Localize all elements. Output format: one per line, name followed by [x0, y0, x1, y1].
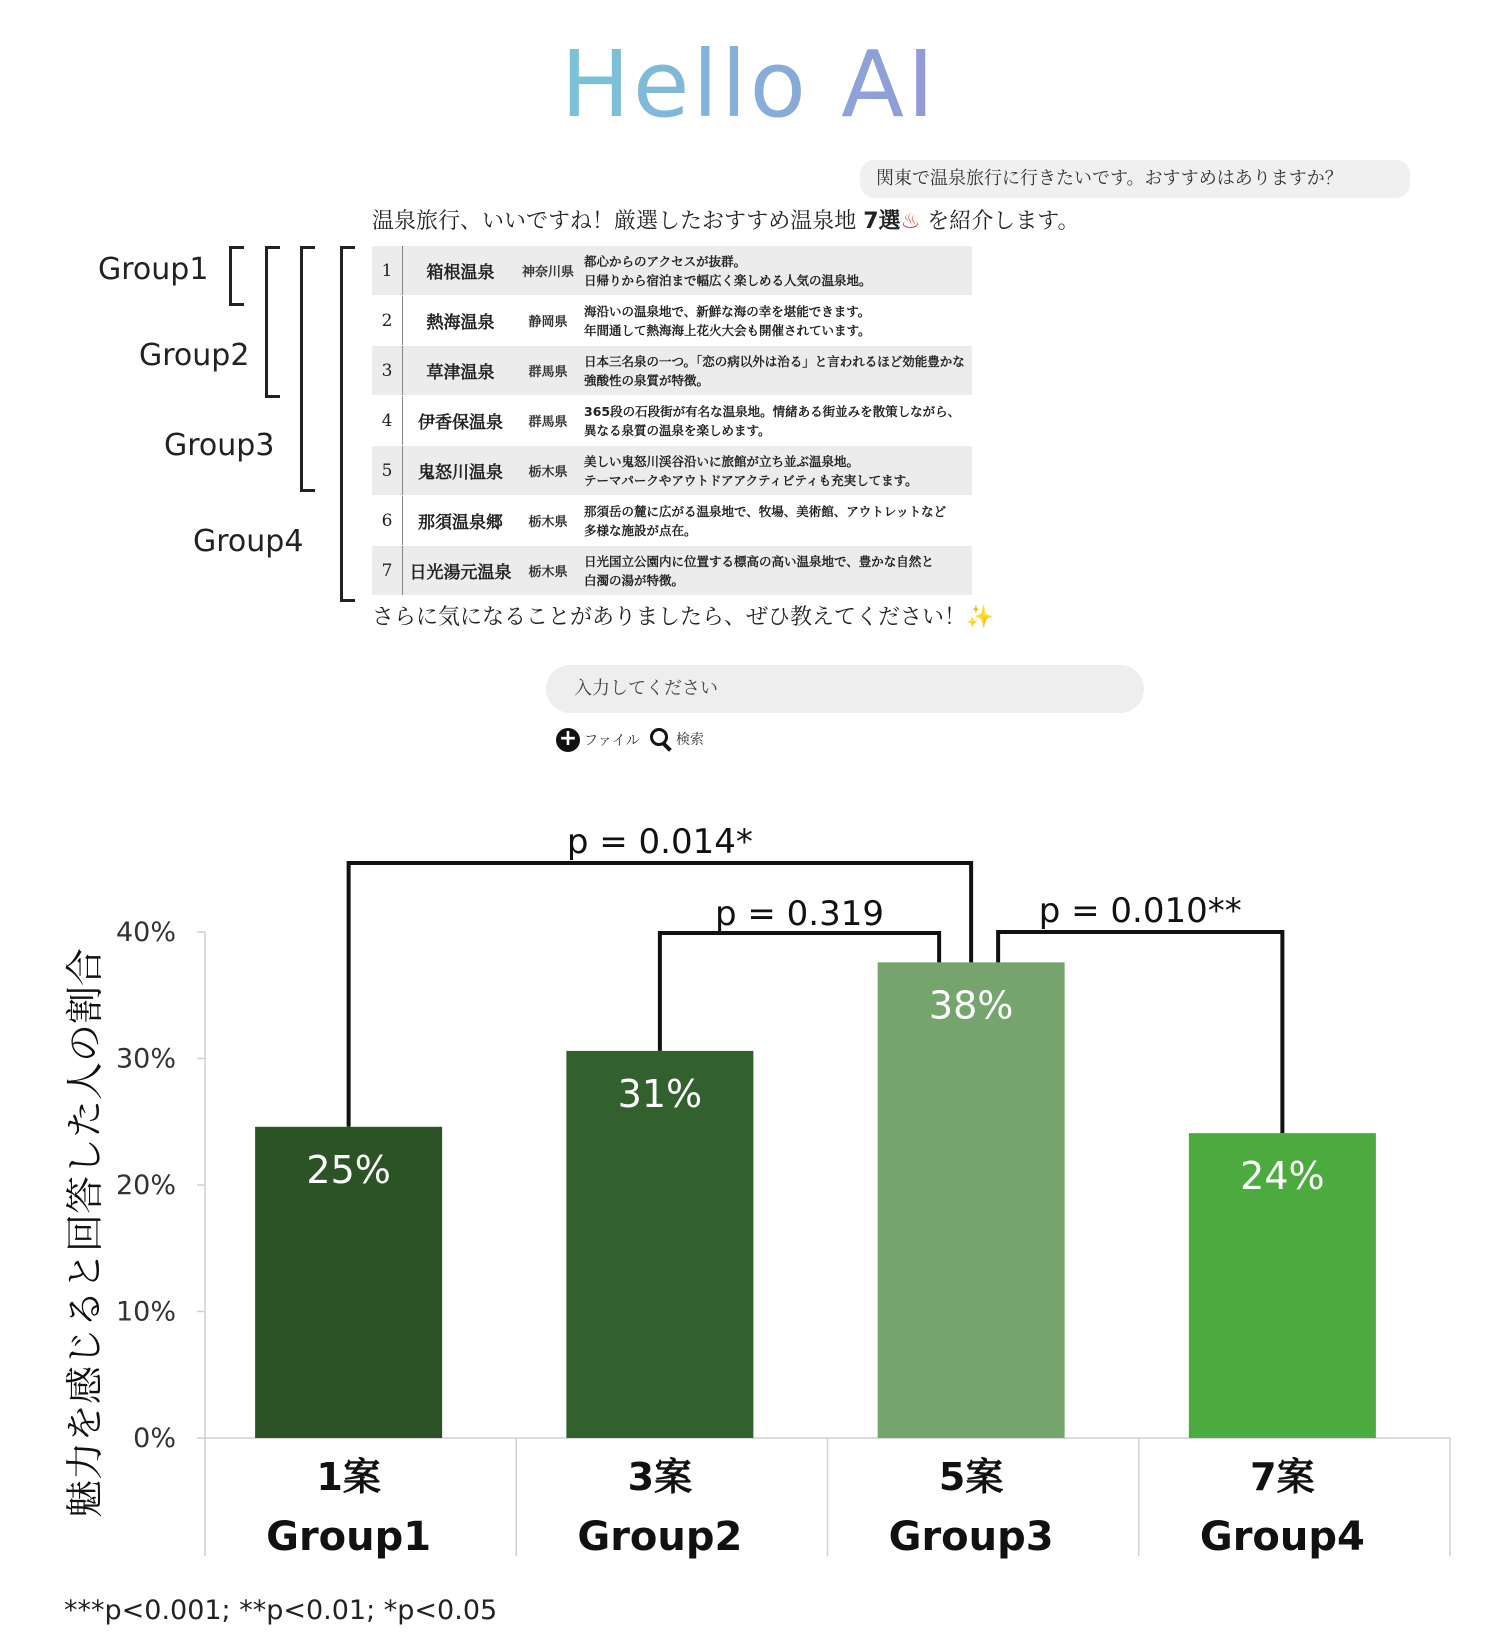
sparkle-icon: ✨: [966, 605, 994, 630]
table-row: [372, 446, 972, 496]
description-line: 海沿いの温泉地で、新鮮な海の幸を堪能できます。: [584, 303, 871, 319]
onsen-description: [578, 352, 972, 390]
group-label: Group1: [266, 1514, 432, 1560]
group-label: Group3: [888, 1514, 1054, 1560]
intro-after: を紹介します。: [920, 209, 1080, 234]
category-label: 3案: [627, 1455, 693, 1499]
y-axis-label: 魅力を感じると回答した人の割合: [63, 947, 107, 1519]
onsen-name: 箱根温泉: [426, 263, 495, 283]
significance-label: p = 0.010**: [1038, 891, 1242, 931]
onsen-name: 草津温泉: [426, 363, 495, 383]
onsen-description: [578, 502, 972, 540]
onsen-description: [578, 452, 972, 490]
significance-label: p = 0.319: [714, 894, 885, 934]
y-tick-label: 10%: [115, 1296, 176, 1328]
chat-input[interactable]: 入力してください: [546, 665, 1144, 713]
group4-label: Group4: [193, 524, 304, 559]
search-button[interactable]: [650, 728, 704, 750]
description-line: 白濁の湯が特徴。: [584, 572, 685, 588]
onsen-name: 那須温泉郷: [418, 513, 503, 533]
onsen-name: 鬼怒川温泉: [418, 463, 503, 483]
ai-outro-text: [372, 600, 993, 631]
file-button[interactable]: [556, 728, 640, 752]
row-number: 7: [372, 546, 403, 595]
description-line: 日光国立公園内に位置する標高の高い温泉地で、豊かな自然と: [584, 553, 934, 569]
prefecture: 群馬県: [528, 415, 568, 430]
onsen-table: [372, 246, 972, 596]
user-message-bubble: 関東で温泉旅行に行きたいです。おすすめはありますか？: [860, 160, 1410, 198]
plus-icon: +: [556, 728, 580, 752]
description-line: 那須岳の麓に広がる温泉地で、牧場、美術館、アウトレットなど: [584, 503, 947, 519]
group2-label: Group2: [139, 338, 250, 373]
row-number: 2: [372, 296, 403, 345]
outro-text: さらに気になることがありましたら、ぜひ教えてください！: [372, 605, 967, 630]
y-tick-label: 20%: [115, 1170, 176, 1201]
table-row: [372, 546, 972, 596]
table-row: [372, 396, 972, 446]
bar-value-label: 25%: [306, 1147, 391, 1192]
group-label: Group2: [577, 1514, 743, 1560]
prefecture: 静岡県: [528, 315, 568, 330]
row-number: 3: [372, 346, 403, 395]
description-line: 都心からのアクセスが抜群。: [584, 253, 747, 269]
intro-before: 温泉旅行、いいですね！厳選したおすすめ温泉地: [372, 209, 864, 234]
group-label: Group4: [1199, 1514, 1365, 1560]
group3-bracket: [300, 246, 315, 492]
prefecture: 栃木県: [528, 515, 568, 530]
description-line: テーマパークやアウトドアアクティビティも充実してます。: [584, 472, 918, 488]
category-label: 1案: [316, 1455, 381, 1499]
description-line: 年間通して熱海海上花火大会も開催されています。: [584, 322, 871, 338]
intro-bold: 7選: [863, 209, 901, 234]
onsen-name: 伊香保温泉: [418, 413, 503, 433]
onsen-name: 日光湯元温泉: [409, 563, 512, 583]
table-row: [372, 496, 972, 546]
row-number: 5: [372, 446, 403, 495]
y-tick-label: 40%: [115, 917, 176, 948]
table-row: [372, 346, 972, 396]
description-line: 美しい鬼怒川渓谷沿いに旅館が立ち並ぶ温泉地。: [584, 453, 860, 469]
y-tick-label: 0%: [133, 1423, 176, 1454]
category-label: 7案: [1250, 1455, 1315, 1499]
significance-label: p = 0.014*: [566, 822, 753, 862]
prefecture: 栃木県: [528, 565, 568, 580]
onsen-description: [578, 552, 972, 590]
row-number: 1: [372, 246, 403, 295]
search-icon: [650, 728, 672, 750]
file-label: ファイル: [584, 733, 640, 749]
description-line: 日帰りから宿泊まで幅広く楽しめる人気の温泉地。: [584, 272, 872, 288]
hot-spring-icon: ♨: [900, 209, 921, 234]
category-label: 5案: [938, 1455, 1004, 1499]
onsen-description: [578, 302, 972, 340]
group2-bracket: [265, 246, 280, 398]
search-label: 検索: [676, 732, 704, 748]
bar-chart: [0, 800, 1498, 1590]
description-line: 異なる泉質の温泉を楽しめます。: [584, 422, 771, 438]
description-line: 365段の石段街が有名な温泉地。情緒ある街並みを散策しながら、: [584, 403, 961, 419]
onsen-name: 熱海温泉: [426, 313, 495, 333]
bar: [878, 962, 1065, 1438]
y-tick-label: 30%: [115, 1043, 176, 1075]
bar-value-label: 24%: [1240, 1154, 1325, 1199]
description-line: 強酸性の泉質が特徴。: [584, 372, 710, 388]
group1-bracket: [229, 246, 244, 306]
prefecture: 神奈川県: [521, 265, 574, 280]
prefecture: 群馬県: [528, 365, 568, 380]
onsen-description: [578, 402, 972, 440]
app-logo: Hello AI: [0, 30, 1498, 140]
prefecture: 栃木県: [528, 465, 568, 480]
group1-label: Group1: [98, 252, 209, 287]
table-row: [372, 246, 972, 296]
significance-footnote: ***p<0.001; **p<0.01; *p<0.05: [64, 1595, 498, 1626]
bar-value-label: 38%: [928, 983, 1014, 1028]
row-number: 6: [372, 496, 403, 545]
row-number: 4: [372, 396, 403, 445]
description-line: 多様な施設が点在。: [584, 522, 697, 538]
group4-bracket: [340, 246, 355, 602]
onsen-description: [578, 252, 972, 290]
bar-value-label: 31%: [617, 1071, 703, 1116]
description-line: 日本三名泉の一つ。「恋の病以外は治る」と言われるほど効能豊かな: [584, 353, 965, 369]
group3-label: Group3: [164, 428, 275, 463]
table-row: [372, 296, 972, 346]
ai-intro-text: [372, 204, 1080, 235]
